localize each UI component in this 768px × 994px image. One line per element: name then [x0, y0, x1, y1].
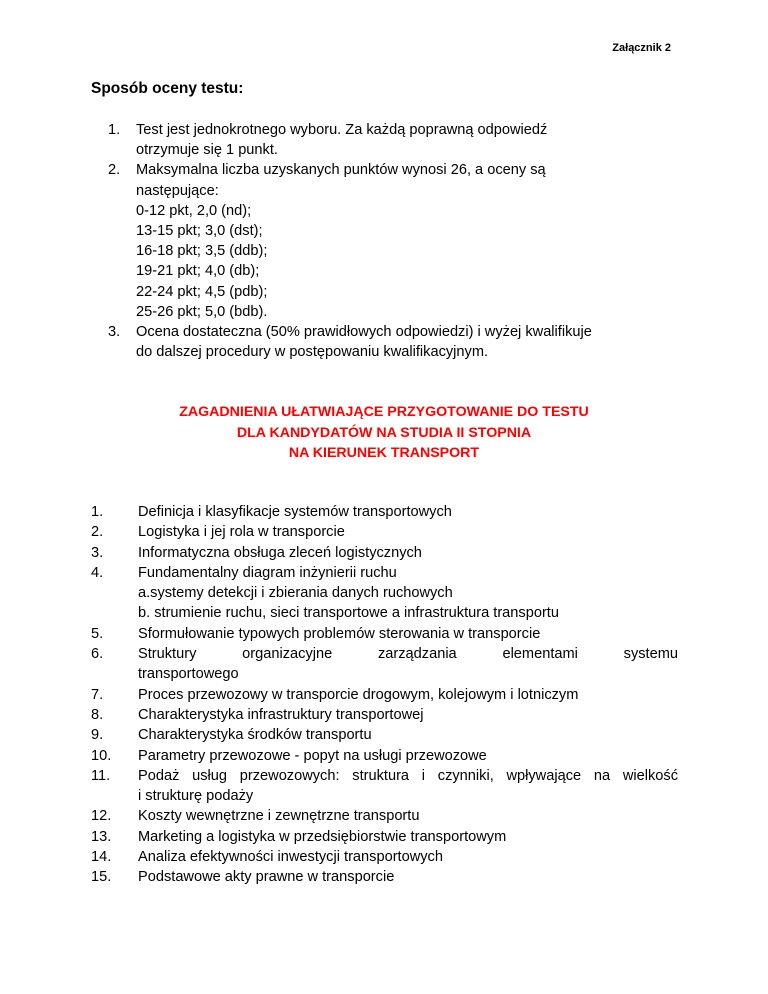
topic-item — [91, 563, 678, 624]
topic-number: 13. — [91, 828, 112, 845]
topic-text: Podaż usług przewozowych: struktura i czynniki, wpływające na wielkość — [138, 767, 678, 784]
topics-title — [0, 402, 768, 464]
topic-item — [91, 867, 678, 887]
scoring-rule-number: 3. — [108, 324, 121, 341]
topic-text: Fundamentalny diagram inżynierii ruchu — [138, 564, 397, 581]
scoring-rule-line: następujące: — [136, 182, 219, 199]
topic-text: Koszty wewnętrzne i zewnętrzne transportu — [138, 808, 420, 825]
topic-number: 7. — [91, 686, 104, 703]
topic-item — [91, 746, 678, 766]
scoring-rule-number: 2. — [108, 162, 121, 179]
topic-number: 2. — [91, 524, 104, 541]
topic-item — [91, 766, 678, 807]
topic-number: 9. — [91, 727, 104, 744]
scoring-rule-number: 1. — [108, 122, 121, 138]
topic-item — [91, 502, 678, 522]
grade-threshold: 25-26 pkt; 5,0 (bdb). — [136, 303, 268, 320]
topic-number: 11. — [91, 767, 111, 784]
topic-number: 8. — [91, 706, 104, 723]
attachment-label: Załącznik 2 — [612, 42, 671, 54]
topic-number: 4. — [91, 564, 104, 581]
topic-item — [91, 725, 678, 745]
topic-number: 1. — [91, 504, 104, 520]
topic-text: Analiza efektywności inwestycji transportowych — [138, 849, 443, 866]
topics-list — [91, 502, 678, 888]
scoring-rule-line: do dalszej procedury w postępowaniu kwalifikacyjnym. — [136, 344, 489, 361]
grade-threshold: 13-15 pkt; 3,0 (dst); — [136, 223, 263, 240]
topic-text-continuation: i strukturę podaży — [138, 788, 254, 805]
topics-title-line: NA KIERUNEK TRANSPORT — [288, 445, 480, 461]
scoring-rule-line: otrzymuje się 1 punkt. — [136, 142, 278, 159]
scoring-rules-list — [108, 120, 678, 362]
topic-text: Parametry przewozowe - popyt na usługi przewozowe — [138, 747, 487, 764]
topic-text: Charakterystyka infrastruktury transportowej — [138, 706, 424, 723]
scoring-rule-line: Maksymalna liczba uzyskanych punktów wynosi 26, a oceny są — [136, 162, 546, 179]
topic-item — [91, 624, 678, 644]
topic-text: Charakterystyka środków transportu — [138, 727, 372, 744]
topic-item — [91, 644, 678, 685]
topic-number: 5. — [91, 625, 104, 642]
scoring-rule-item — [108, 322, 678, 362]
topic-text: Definicja i klasyfikacje systemów transportowych — [138, 504, 452, 520]
topic-subitem: a.systemy detekcji i zbierania danych ruchowych — [138, 585, 453, 602]
topics-title-line: DLA KANDYDATÓW NA STUDIA II STOPNIA — [236, 424, 532, 441]
topic-number: 14. — [91, 849, 112, 866]
scoring-rule-item — [108, 160, 678, 322]
topic-number: 6. — [91, 646, 104, 663]
topic-item — [91, 705, 678, 725]
topic-text-continuation: transportowego — [138, 666, 239, 683]
topic-text: Informatyczna obsługa zleceń logistycznych — [138, 544, 422, 561]
topic-number: 12. — [91, 808, 112, 825]
topic-item — [91, 685, 678, 705]
topic-item — [91, 543, 678, 563]
topic-text: Struktury organizacyjne zarządzania elementami systemu — [138, 646, 678, 663]
grade-threshold: 16-18 pkt; 3,5 (ddb); — [136, 243, 268, 260]
topic-text: Logistyka i jej rola w transporcie — [138, 524, 345, 541]
topic-item — [91, 847, 678, 867]
topic-number: 3. — [91, 544, 104, 561]
topic-text: Podstawowe akty prawne w transporcie — [138, 869, 395, 886]
grade-threshold: 22-24 pkt; 4,5 (pdb); — [136, 283, 268, 300]
topics-title-line: ZAGADNIENIA UŁATWIAJĄCE PRZYGOTOWANIE DO TESTU — [179, 404, 589, 420]
topic-number: 15. — [91, 869, 112, 886]
topic-item — [91, 522, 678, 542]
topic-item — [91, 806, 678, 826]
scoring-rule-line: Test jest jednokrotnego wyboru. Za każdą poprawną odpowiedź — [136, 122, 548, 138]
topic-text: Proces przewozowy w transporcie drogowym, kolejowym i lotniczym — [138, 686, 579, 703]
topic-number: 10. — [91, 747, 112, 764]
grade-threshold: 0-12 pkt, 2,0 (nd); — [136, 202, 252, 219]
scoring-rule-item — [108, 120, 678, 160]
topic-item — [91, 827, 678, 847]
topic-text: Marketing a logistyka w przedsiębiorstwie transportowym — [138, 828, 507, 845]
topic-text: Sformułowanie typowych problemów sterowania w transporcie — [138, 625, 541, 642]
scoring-rule-line: Ocena dostateczna (50% prawidłowych odpowiedzi) i wyżej kwalifikuje — [136, 324, 592, 341]
topic-subitem: b. strumienie ruchu, sieci transportowe a infrastruktura transportu — [138, 605, 559, 622]
scoring-heading: Sposób oceny testu: — [91, 80, 244, 97]
grade-threshold: 19-21 pkt; 4,0 (db); — [136, 263, 260, 280]
